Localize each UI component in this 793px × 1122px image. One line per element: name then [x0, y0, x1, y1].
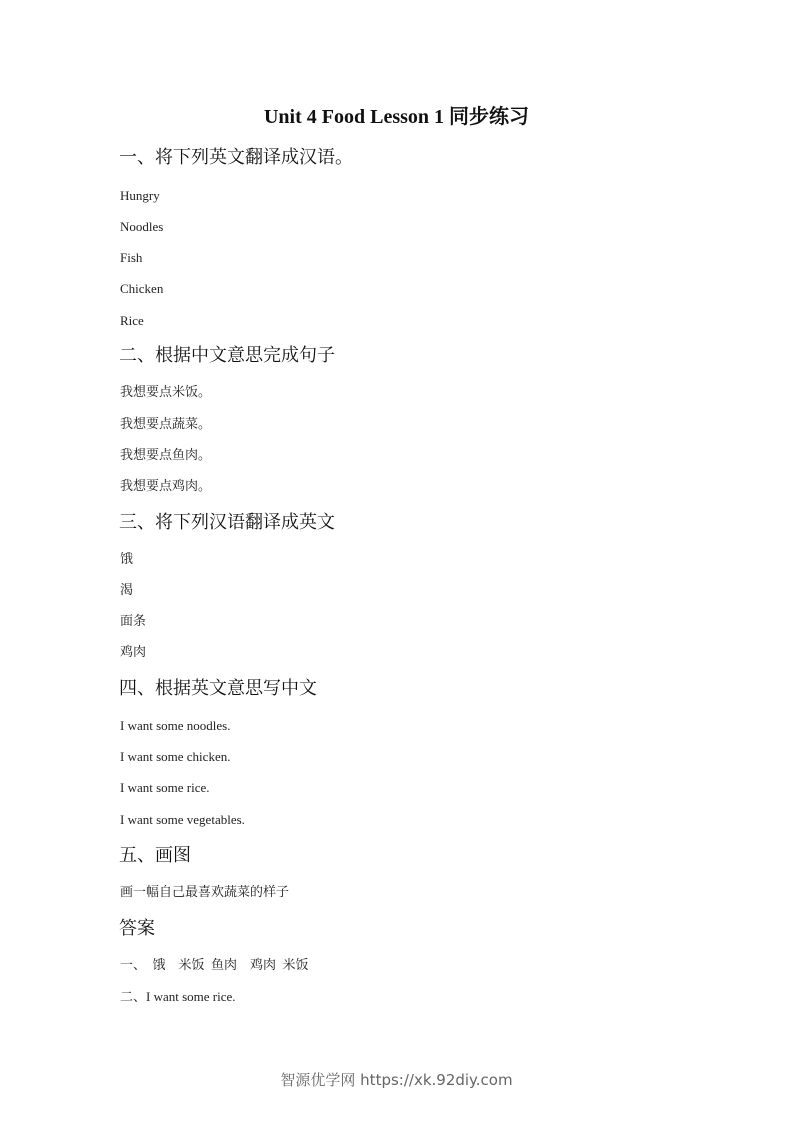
section-4-item: I want some vegetables.: [120, 812, 245, 827]
section-2-item: 我想要点米饭。: [120, 384, 212, 399]
section-3-item: 饿: [120, 551, 134, 566]
section-1-item: Rice: [120, 313, 144, 328]
section-heading-4: 四、根据英文意思写中文: [119, 678, 317, 699]
section-1-item: Fish: [120, 250, 143, 265]
section-1-item: Noodles: [120, 219, 164, 234]
section-2-item: 我想要点鸡肉。: [120, 478, 212, 493]
section-3-item: 面条: [120, 613, 147, 628]
section-4-item: I want some noodles.: [120, 718, 231, 733]
answer-line-2: 二、I want some rice.: [120, 989, 236, 1004]
section-5-item: 画一幅自己最喜欢蔬菜的样子: [120, 884, 290, 899]
section-1-item: Hungry: [120, 188, 160, 203]
section-1-item: Chicken: [120, 281, 164, 296]
section-2-item: 我想要点鱼肉。: [120, 447, 212, 462]
section-heading-3: 三、将下列汉语翻译成英文: [119, 512, 335, 533]
answer-line-1: 一、 饿 米饭 鱼肉 鸡肉 米饭: [120, 957, 309, 972]
section-4-item: I want some rice.: [120, 780, 210, 795]
answers-heading: 答案: [119, 918, 155, 939]
watermark-footer: 智源优学网 https://xk.92diy.com: [280, 1071, 513, 1089]
section-2-item: 我想要点蔬菜。: [120, 416, 212, 431]
section-3-item: 鸡肉: [120, 644, 147, 659]
document-title: Unit 4 Food Lesson 1 同步练习: [263, 106, 530, 128]
section-heading-2: 二、根据中文意思完成句子: [119, 345, 335, 366]
section-3-item: 渴: [120, 582, 134, 597]
section-heading-1: 一、将下列英文翻译成汉语。: [119, 147, 353, 168]
section-heading-5: 五、画图: [119, 845, 191, 866]
section-4-item: I want some chicken.: [120, 749, 231, 764]
